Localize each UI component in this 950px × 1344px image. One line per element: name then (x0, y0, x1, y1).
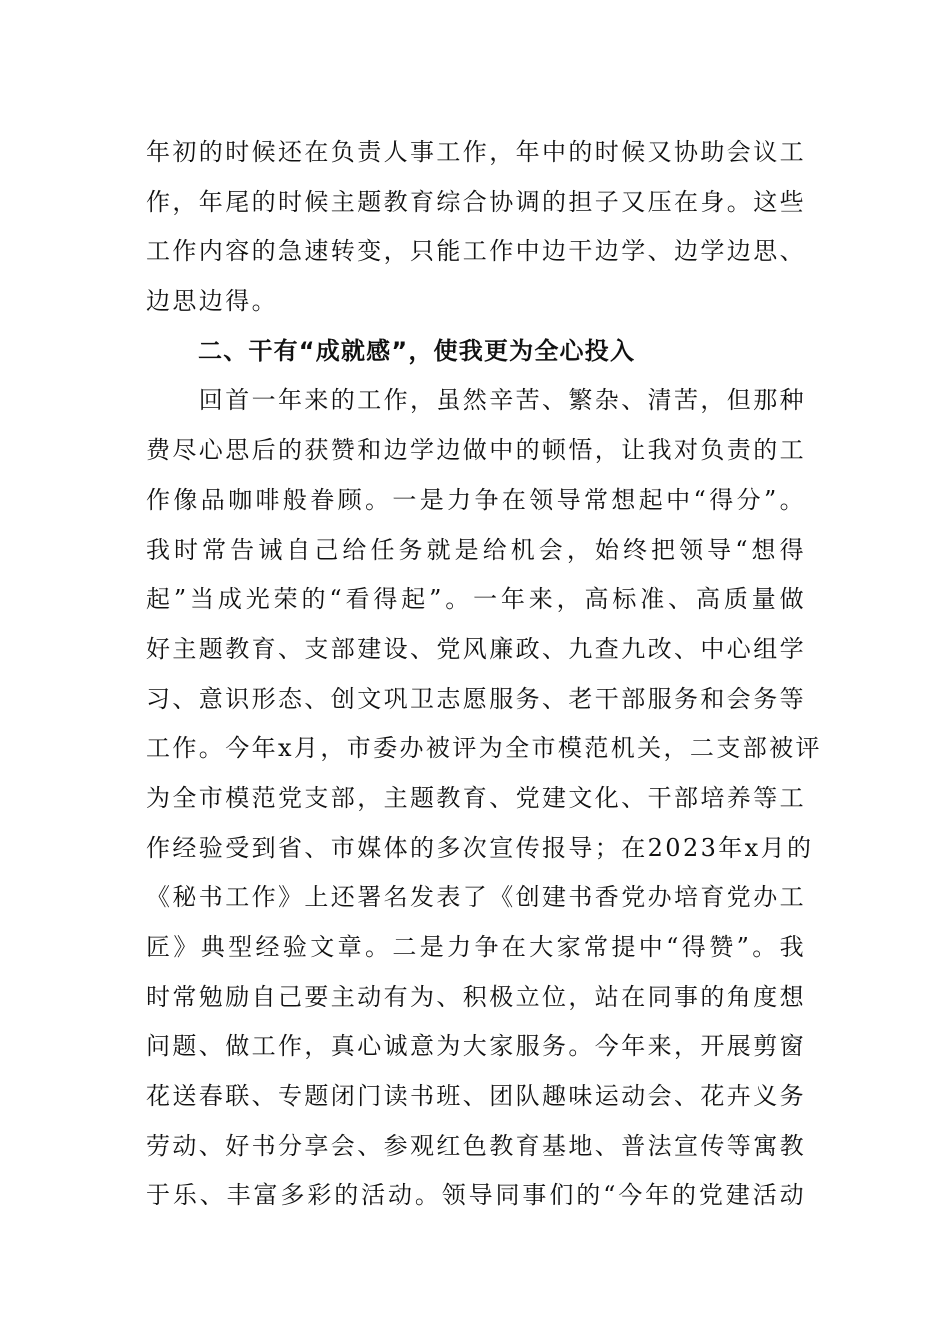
paragraph-line: 工作。今年x月，市委办被评为全市模范机关，二支部被评 (146, 734, 822, 763)
paragraph-line: 好主题教育、支部建设、党风廉政、九查九改、中心组学 (146, 634, 806, 663)
paragraph-line: 于乐、丰富多彩的活动。领导同事们的“今年的党建活动 (146, 1181, 806, 1210)
paragraph-line: 作经验受到省、市媒体的多次宣传报导；在2023年x月的 (146, 833, 814, 862)
section-heading: 二、干有“成就感”，使我更为全心投入 (198, 336, 636, 365)
paragraph-line: 《秘书工作》上还署名发表了《创建书香党办培育党办工 (146, 883, 806, 912)
paragraph-line: 习、意识形态、创文巩卫志愿服务、老干部服务和会务等 (146, 684, 806, 713)
paragraph-line: 回首一年来的工作，虽然辛苦、繁杂、清苦，但那种 (146, 386, 806, 415)
paragraph-line: 我时常告诫自己给任务就是给机会，始终把领导“想得 (146, 535, 806, 564)
paragraph-line: 时常勉励自己要主动有为、积极立位，站在同事的角度想 (146, 982, 806, 1011)
paragraph-line: 问题、做工作，真心诚意为大家服务。今年来，开展剪窗 (146, 1032, 806, 1061)
paragraph-line: 匠》典型经验文章。二是力争在大家常提中“得赞”。我 (146, 933, 806, 961)
paragraph-1 (146, 128, 806, 327)
paragraph-line: 年初的时候还在负责人事工作，年中的时候又协助会议工 (146, 138, 806, 166)
paragraph-line: 作像品咖啡般眷顾。一是力争在领导常想起中“得分”。 (146, 485, 806, 514)
paragraph-2 (146, 376, 822, 1221)
paragraph-line: 为全市模范党支部，主题教育、党建文化、干部培养等工 (146, 783, 806, 812)
paragraph-line: 劳动、好书分享会、参观红色教育基地、普法宣传等寓教 (146, 1131, 806, 1160)
paragraph-line: 工作内容的急速转变，只能工作中边干边学、边学边思、 (146, 237, 806, 266)
document-page (146, 128, 822, 1221)
paragraph-line: 作，年尾的时候主题教育综合协调的担子又压在身。这些 (146, 187, 806, 216)
paragraph-line: 起”当成光荣的“看得起”。一年来，高标准、高质量做 (146, 585, 806, 614)
paragraph-line: 费尽心思后的获赞和边学边做中的顿悟，让我对负责的工 (146, 436, 806, 465)
paragraph-line: 花送春联、专题闭门读书班、团队趣味运动会、花卉义务 (146, 1082, 806, 1111)
paragraph-line: 边思边得。 (146, 287, 278, 316)
